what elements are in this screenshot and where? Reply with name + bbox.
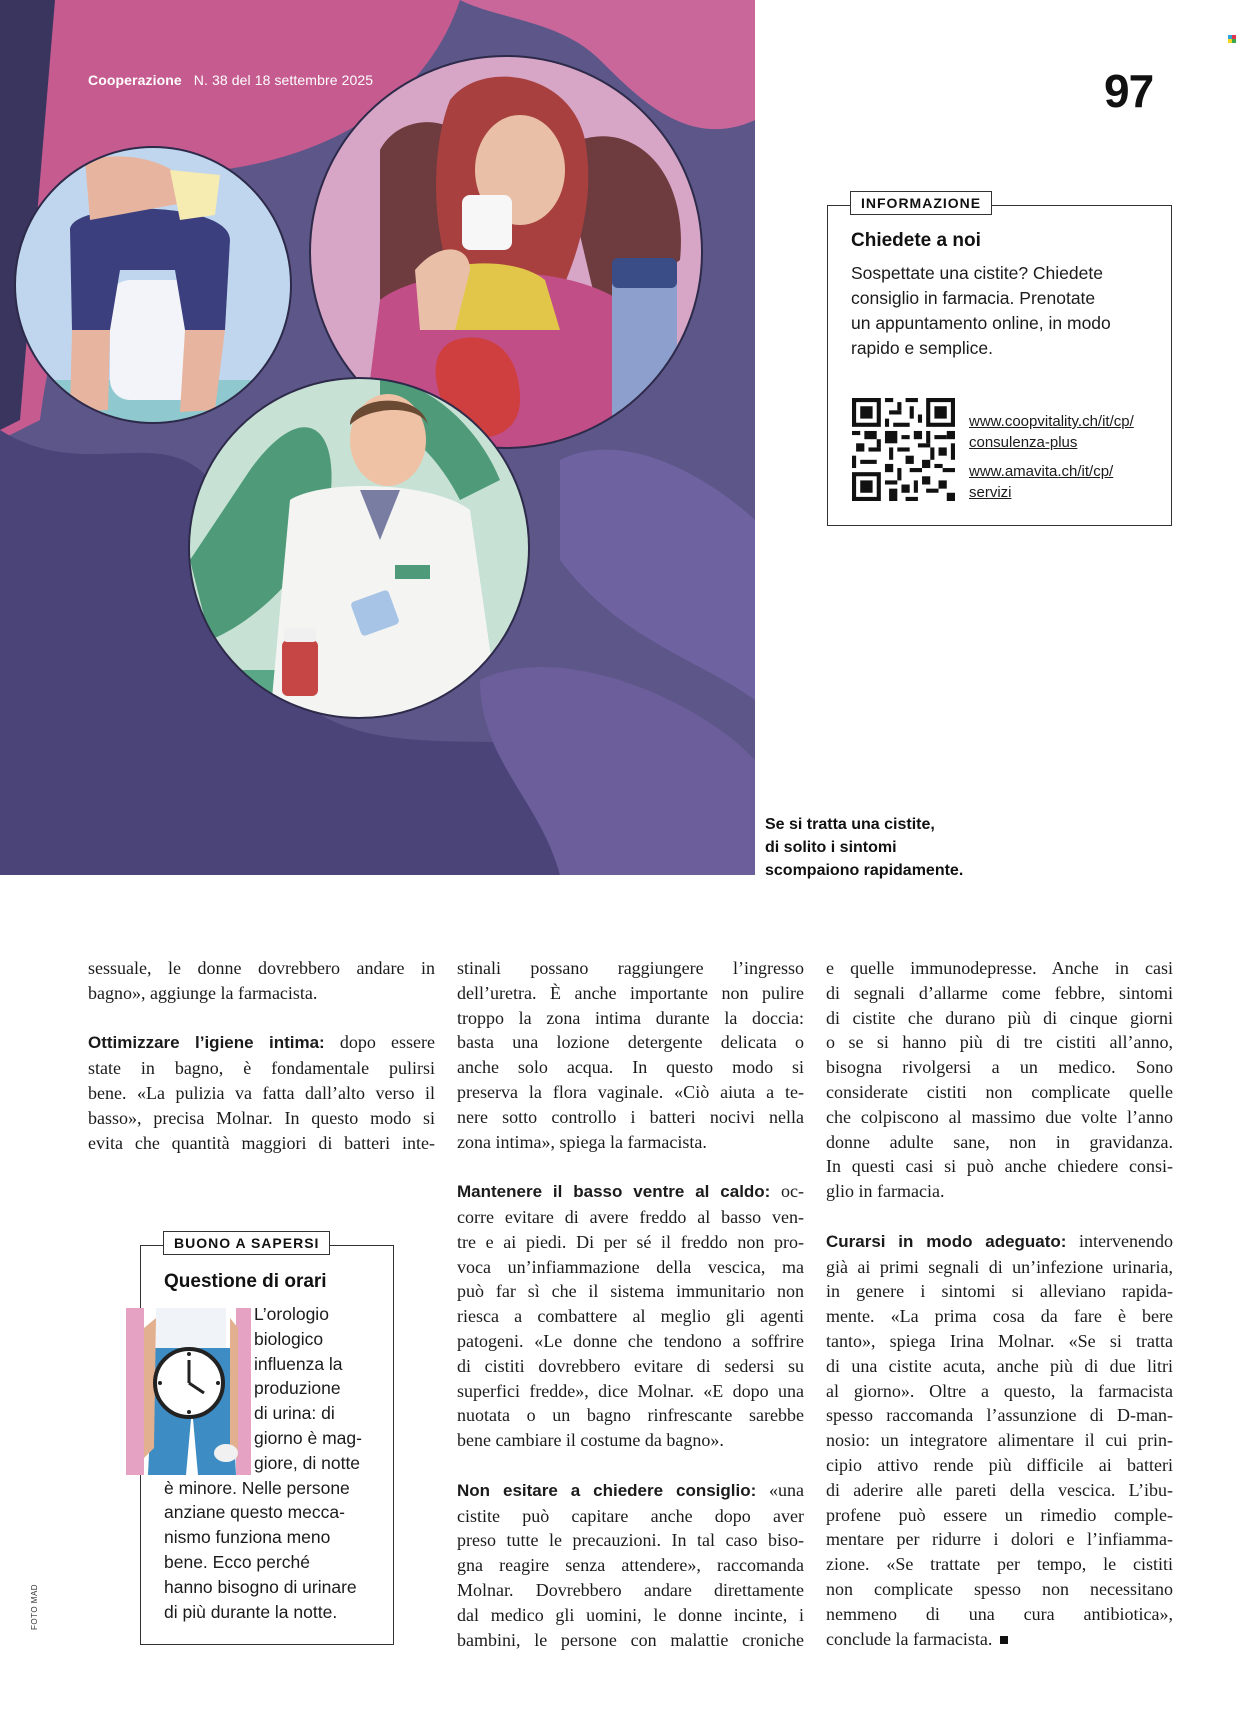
caption-line: scompaiono rapidamente. [765, 862, 964, 879]
text-line: influenza la [254, 1353, 343, 1374]
text-line: di cistite che durano più di cinque giorni [826, 1007, 1173, 1028]
text-line: nemmeno di una cura antibiotica», [826, 1603, 1173, 1624]
info-box [827, 195, 1172, 526]
text-line: non complicate spesso non necessitano [826, 1578, 1173, 1599]
text-line: dal medico gli uomini, le donne incinte, i [457, 1604, 804, 1625]
section-first-line: Non esitare a chiedere consiglio: «una [457, 1479, 804, 1500]
text-line: al giorno». Oltre a questo, la farmacista [826, 1380, 1173, 1401]
info-line: rapido e semplice. [851, 338, 994, 358]
text-line: corre evitare di avere freddo al basso ven- [457, 1206, 804, 1227]
sidebar-text [164, 1302, 389, 1624]
info-links [969, 411, 1134, 503]
text-line: superfici fredde», dice Molnar. «E dopo una [457, 1380, 804, 1401]
section-first-line: Mantenere il basso ventre al caldo: oc- [457, 1181, 804, 1202]
caption-line: di solito i sintomi [765, 839, 897, 856]
text-line: cipio attivo rende più difficile ai batteri [826, 1454, 1173, 1475]
text-line: state in bagno, è fondamentale pulirsi [88, 1058, 435, 1079]
image-caption [765, 813, 995, 882]
text-line: Molnar. Dovrebbero andare direttamente [457, 1579, 804, 1600]
article-column-2 [457, 956, 804, 1652]
text-line: già ai primi segnali di un’infezione urinaria, [826, 1256, 1173, 1277]
section-first-line: Ottimizzare l’igiene intima: dopo essere [88, 1032, 435, 1053]
text-line: hanno bisogno di urinare [164, 1576, 357, 1597]
text-line: zione. «Se trattate per tempo, le cistiti [826, 1554, 1173, 1575]
text-line: nismo funziona meno [164, 1527, 331, 1548]
text-line: sessuale, le donne dovrebbero andare in [88, 958, 435, 978]
info-line: consiglio in farmacia. Prenotate [851, 288, 1096, 308]
registration-mark [1228, 35, 1236, 43]
article-column-1 [88, 956, 435, 1155]
info-box-tag: INFORMAZIONE [850, 191, 992, 215]
info-line: un appuntamento online, in modo [851, 313, 1111, 333]
section-lead: Ottimizzare l’igiene intima: [88, 1033, 325, 1053]
text-line: bagno», aggiunge la farmacista. [88, 982, 318, 1003]
qr-code[interactable] [852, 398, 955, 501]
text-line: anche solo acqua. In questo modo si [457, 1057, 804, 1078]
end-mark-icon [1000, 1636, 1008, 1644]
text-line: di più durante la notte. [164, 1601, 338, 1622]
section-lead: Non esitare a chiedere consiglio: [457, 1480, 757, 1500]
section-lead: Curarsi in modo adeguato: [826, 1231, 1067, 1251]
text-line: di cistiti dovrebbero evitare di sedersi su [457, 1355, 804, 1376]
sidebar-box [140, 1235, 394, 1645]
text-line: zona intima», spiega la farmacista. [457, 1131, 707, 1152]
text-line: di una cistite acuta, anche più di due litri [826, 1355, 1173, 1376]
text-line: nere sotto controllo i batteri nocivi nella [457, 1106, 804, 1127]
text-line: glio in farmacia. [826, 1181, 945, 1202]
text-line: di segnali d’allarme come febbre, sintomi [826, 982, 1173, 1003]
text-line: spesso raccomanda l’assunzione di D-man- [826, 1405, 1173, 1426]
text-line: bene. «La pulizia va fatta dall’alto verso il [88, 1082, 435, 1103]
photo-credit: FOTO MAD [30, 1583, 39, 1630]
text-line: preserva la flora vaginale. «Ciò aiuta a te- [457, 1081, 804, 1102]
sidebar-title: Questione di orari [164, 1271, 327, 1292]
text-line: produzione [254, 1378, 341, 1399]
sidebar-tag: BUONO A SAPERSI [163, 1231, 330, 1255]
issue-info: N. 38 del 18 settembre 2025 [193, 72, 374, 88]
caption-line: Se si tratta una cistite, [765, 816, 935, 833]
text-line: L’orologio [254, 1304, 329, 1324]
text-line: considerate cistiti non complicate quelle [826, 1081, 1173, 1102]
text-line: donne adulte sane, non in gravidanza. [826, 1131, 1173, 1152]
text-line: preso tutte le precauzioni. In tal caso biso- [457, 1530, 804, 1551]
text-line: nosio: un integratore alimentare il cui prin- [826, 1430, 1173, 1451]
text-line: stinali possano raggiungere l’ingresso [457, 958, 804, 978]
text-line: di urina: di [254, 1403, 335, 1424]
text-line: basso», precisa Molnar. In questo modo si [88, 1107, 435, 1128]
text-line: mente. «La prima cosa da fare è bere [826, 1306, 1173, 1327]
text-line: può far sì che il sistema immunitario non [457, 1281, 804, 1302]
text-line: dell’uretra. È anche importante non pulire [457, 982, 804, 1003]
text-line: mentare per ridurre i dolori e l’infiamma- [826, 1529, 1173, 1550]
text-line: bene. Ecco perché [164, 1551, 310, 1572]
text-line: riesca a combattere al meglio gli agenti [457, 1306, 804, 1327]
text-line: evita che quantità maggiori di batteri inte- [88, 1132, 435, 1153]
text-line: gna reagire senza attendere», raccomanda [457, 1555, 804, 1576]
text-line: basta una lozione detergente delicata o [457, 1032, 804, 1053]
text-line: in genere i sintomi si alleviano rapida- [826, 1281, 1173, 1302]
text-line: biologico [254, 1328, 324, 1349]
text-line: tre e ai piedi. Di per sé il freddo non pro- [457, 1231, 804, 1252]
text-line: nuotata o un bagno rinfrescante sarebbe [457, 1405, 804, 1426]
text-line: tanto», spiega Irina Molnar. «Se si tratta [826, 1330, 1173, 1351]
magazine-name: Cooperazione [88, 72, 182, 88]
info-line: Sospettate una cistite? Chiedete [851, 263, 1103, 283]
text-line: di aderire alle pareti della vescica. L’ibu- [826, 1479, 1173, 1500]
text-line: che colpiscono al massimo due volte l’anno [826, 1106, 1173, 1127]
section-first-line: Curarsi in modo adeguato: intervenendo [826, 1230, 1174, 1251]
final-line: conclude la farmacista. [826, 1627, 1173, 1652]
info-box-title: Chiedete a noi [851, 230, 981, 251]
coopvitality-link[interactable]: www.coopvitality.ch/it/cp/ consulenza-plus [969, 413, 1134, 451]
text-line: giore, di notte [254, 1452, 361, 1473]
text-line: anziane questo mecca- [164, 1502, 345, 1523]
text-line: troppo la zona intima durante la doccia: [457, 1007, 804, 1028]
section-lead: Mantenere il basso ventre al caldo: [457, 1182, 771, 1202]
text-line: bisogna rivolgersi a un medico. Sono [826, 1057, 1173, 1078]
info-box-text [851, 261, 1161, 361]
text-line: e quelle immunodepresse. Anche in casi [826, 958, 1173, 978]
text-line: o se si hanno più di tre cistiti all’anno, [826, 1032, 1173, 1053]
amavita-link[interactable]: www.amavita.ch/it/cp/ servizi [969, 463, 1114, 501]
text-line: è minore. Nelle persone [164, 1477, 350, 1498]
text-line: giorno è mag- [254, 1427, 362, 1448]
text-line: cistite può capitare anche dopo aver [457, 1505, 804, 1526]
text-line: bambini, le persone con malattie croniche [457, 1629, 804, 1650]
cover-illustration [0, 0, 755, 875]
page-number: 97 [1104, 65, 1154, 117]
issue-header [88, 72, 373, 88]
article-column-3 [826, 956, 1173, 1651]
text-line: bene cambiare il costume da bagno». [457, 1430, 724, 1451]
text-line: profene può essere un rimedio comple- [826, 1504, 1173, 1525]
text-line: In questi casi si può anche chiedere consi- [826, 1156, 1173, 1177]
text-line: patogeni. «Le donne che tendono a soffrire [457, 1330, 804, 1351]
text-line: voca un’infiammazione della vescica, ma [457, 1256, 804, 1277]
